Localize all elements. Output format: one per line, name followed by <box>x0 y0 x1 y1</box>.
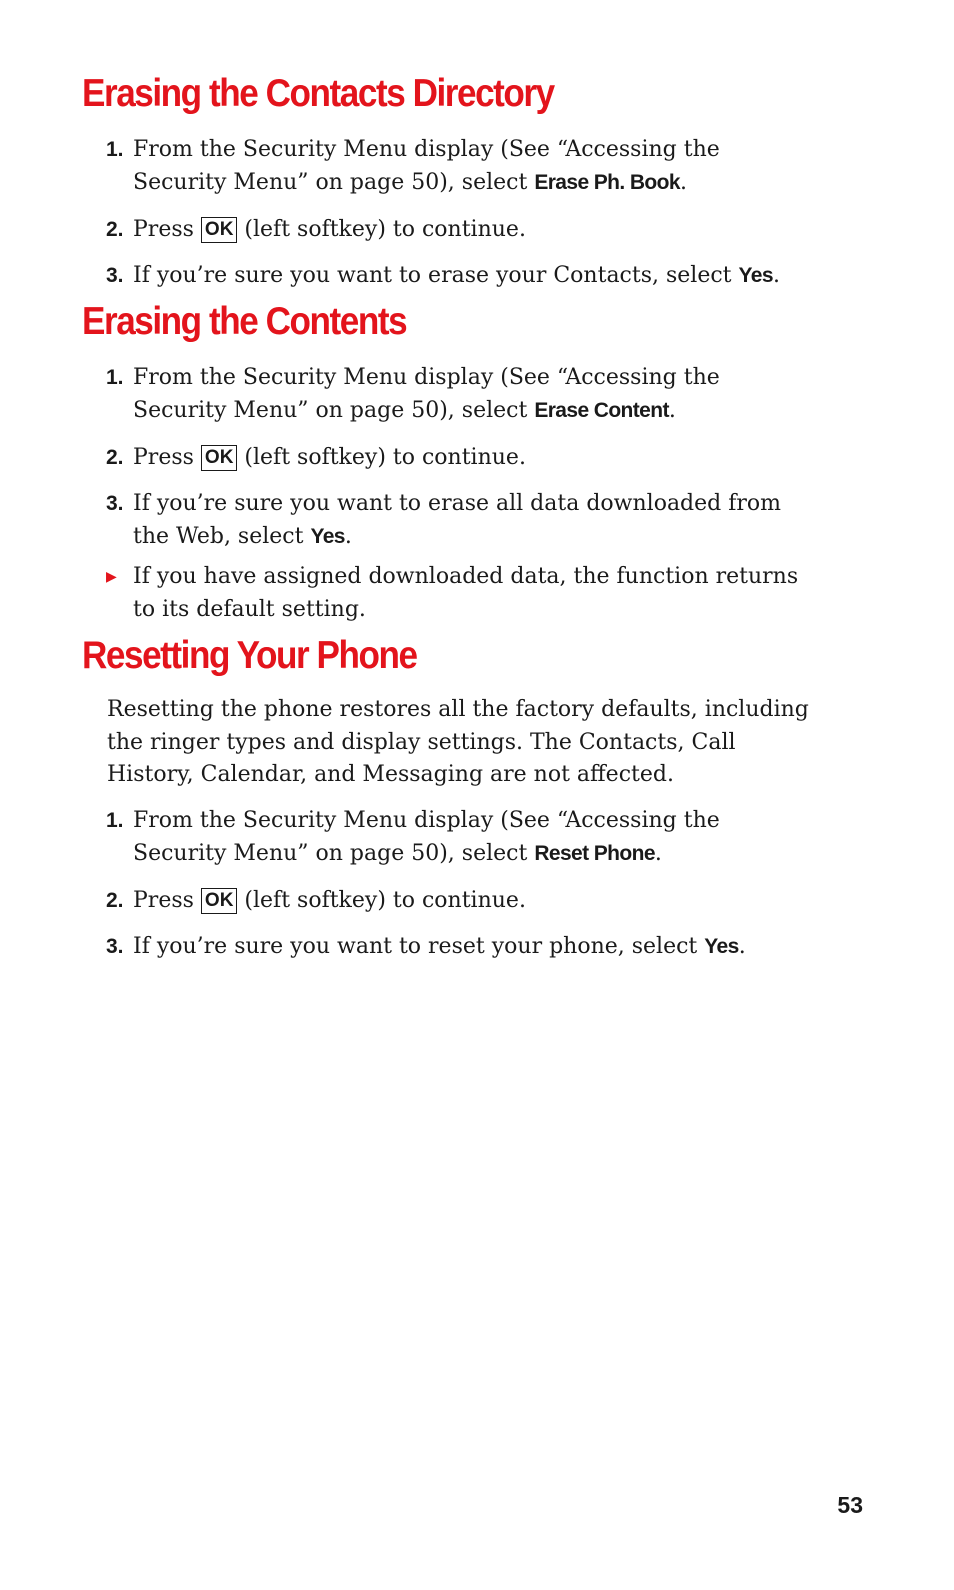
step-erase-contents-2 <box>106 441 806 474</box>
step-reset-phone-2 <box>106 884 806 917</box>
ok-softkey-label: OK <box>201 888 238 914</box>
step-text-after: (left softkey) to continue. <box>237 445 526 470</box>
step-text-after: . <box>738 934 746 959</box>
step-text <box>133 930 806 963</box>
step-text <box>133 441 806 474</box>
step-number: 3. <box>106 492 124 515</box>
ok-softkey-label: OK <box>201 445 238 471</box>
step-reset-phone-3 <box>106 930 806 963</box>
menu-option-yes: Yes <box>738 264 773 287</box>
step-text <box>133 361 806 427</box>
step-text-before: From the Security Menu display (See “Accessing the Security Menu” on page 50), select <box>133 137 720 195</box>
step-number: 2. <box>106 446 124 469</box>
reset-intro-paragraph: Resetting the phone restores all the factory defaults, including the ringer types and display settings. The Contacts, Call History, Calendar, and Messaging are not affected. <box>107 697 809 787</box>
step-number: 2. <box>106 218 124 241</box>
menu-option-erase-content: Erase Content <box>534 399 669 422</box>
step-text-after: . <box>772 263 780 288</box>
ok-softkey-label: OK <box>201 217 238 243</box>
note-text: If you have assigned downloaded data, the function returns to its default setting. <box>133 564 799 622</box>
step-text-before: Press <box>133 888 201 913</box>
step-text <box>133 213 806 246</box>
step-reset-phone-1 <box>106 804 806 870</box>
note-downloaded-data <box>106 561 806 626</box>
step-number: 2. <box>106 889 124 912</box>
step-text-before: If you’re sure you want to reset your phone, select <box>133 934 705 959</box>
step-text-before: If you’re sure you want to erase your Contacts, select <box>133 263 739 288</box>
step-text-before: Press <box>133 217 201 242</box>
step-number: 3. <box>106 935 124 958</box>
step-erase-contacts-3 <box>106 259 806 292</box>
menu-option-yes: Yes <box>310 525 345 548</box>
step-text <box>133 259 806 292</box>
step-text <box>133 133 806 199</box>
step-number: 1. <box>106 138 124 161</box>
arrow-bullet-icon: ▶ <box>106 569 117 585</box>
step-text-after: . <box>668 398 676 423</box>
section-heading-reset-phone: Resetting Your Phone <box>82 634 417 677</box>
menu-option-yes: Yes <box>704 935 739 958</box>
step-number: 1. <box>106 809 124 832</box>
page-number: 53 <box>837 1492 863 1518</box>
step-text-before: Press <box>133 445 201 470</box>
step-text-after: (left softkey) to continue. <box>237 217 526 242</box>
menu-option-erase-ph-book: Erase Ph. Book <box>534 171 680 194</box>
step-text-after: . <box>679 170 687 195</box>
step-text <box>133 487 806 553</box>
step-text-before: From the Security Menu display (See “Accessing the Security Menu” on page 50), select <box>133 808 720 866</box>
section-heading-erase-contacts: Erasing the Contacts Directory <box>82 72 554 115</box>
step-text-after: . <box>344 524 352 549</box>
step-text-before: If you’re sure you want to erase all data downloaded from the Web, select <box>133 491 782 549</box>
step-number: 1. <box>106 366 124 389</box>
menu-option-reset-phone: Reset Phone <box>534 842 655 865</box>
step-text <box>133 804 806 870</box>
step-text-after: . <box>654 841 662 866</box>
step-number: 3. <box>106 264 124 287</box>
step-erase-contacts-1 <box>106 133 806 199</box>
step-text-after: (left softkey) to continue. <box>237 888 526 913</box>
step-erase-contents-1 <box>106 361 806 427</box>
step-text <box>133 884 806 917</box>
section-heading-erase-contents: Erasing the Contents <box>82 300 407 343</box>
step-text-before: From the Security Menu display (See “Accessing the Security Menu” on page 50), select <box>133 365 720 423</box>
step-erase-contents-3 <box>106 487 806 553</box>
step-erase-contacts-2 <box>106 213 806 246</box>
